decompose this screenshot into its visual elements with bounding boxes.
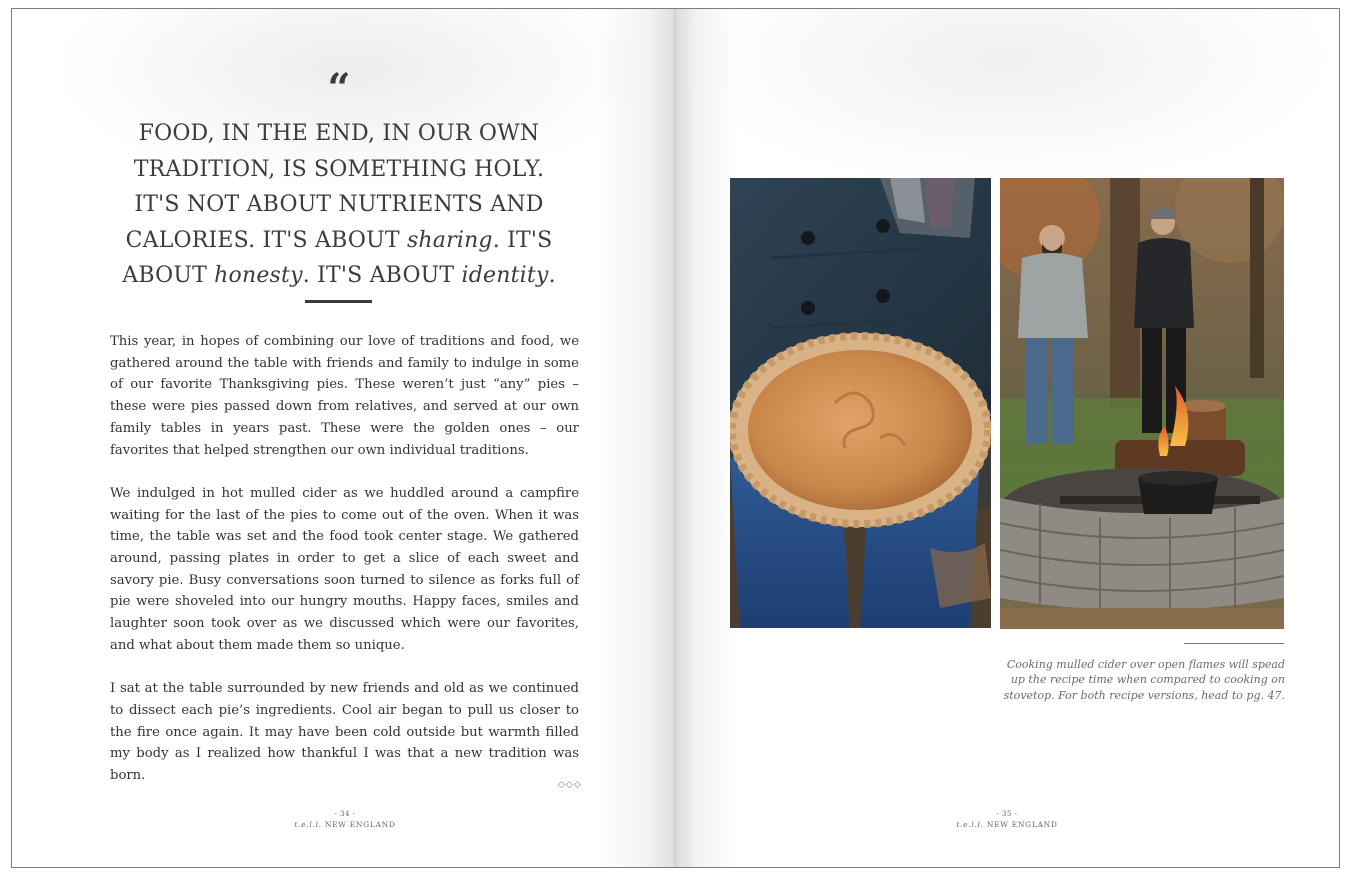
article-paragraph: We indulged in hot mulled cider as we huddled around a campfire waiting for the last of the pies to come out of the oven. When it was time, the table was set and the food took center stage. We gathered around, passing plates in order to get a slice of each sweet and savory pie. Busy conversations soon turned to silence as forks full of pie were shoveled into our hungry mouths. Happy faces, smiles and laughter soon took over as we discussed which were our favorites, and what about them made them so unique. (110, 485, 579, 653)
magazine-name (245, 819, 445, 830)
article-body (110, 331, 579, 808)
folio-left (245, 809, 445, 830)
pull-quote-text: . IT'S (492, 227, 553, 253)
left-page (12, 9, 676, 867)
pull-quote-line: IT'S NOT ABOUT NUTRIENTS AND (134, 192, 544, 217)
magazine-name (907, 819, 1107, 830)
photo-caption: Cooking mulled cider over open flames will spead up the recipe time when compared to cooking on stovetop. For both recipe versions, head to pg. 47. (1003, 658, 1285, 702)
campfire-photo (1000, 178, 1284, 629)
magazine-brand-rest: NEW ENGLAND (321, 820, 396, 829)
magazine-spread (11, 8, 1340, 868)
pull-quote-line (120, 223, 558, 259)
pull-quote-line (120, 258, 558, 294)
campfire-illustration (1000, 178, 1284, 629)
pumpkin-pie-photo (730, 178, 991, 628)
pull-quote-text: . IT'S ABOUT (302, 263, 462, 288)
pull-quote-text: . (548, 263, 556, 288)
pull-quote-text: CALORIES. IT'S ABOUT (125, 227, 407, 253)
quote-mark-icon: “ (327, 65, 351, 112)
quote-divider (305, 300, 372, 303)
pull-quote-emphasis: honesty (214, 263, 303, 288)
pumpkin-pie-illustration (730, 178, 991, 628)
pull-quote-text: ABOUT (122, 263, 215, 288)
pull-quote (120, 116, 558, 294)
page-number: - 35 - (996, 810, 1018, 818)
article-paragraph: I sat at the table surrounded by new friends and old as we continued to dissect each pie’s ingredients. Cool air began to pull us closer to the fire once again. It may have been cold outside but warmth filled my body as I realized how thankful I was that a new tradition was born. (110, 681, 579, 784)
article-paragraph: This year, in hopes of combining our love of traditions and food, we gathered around the table with friends and family to indulge in some of our favorite Thanksgiving pies. These weren’t just “any” pies – these were pies passed down from relatives, and served at our own family tables in years past. These were the golden ones – our favorites that helped strengthen our own individual traditions. (110, 334, 579, 458)
page-number: - 34 - (334, 810, 356, 818)
pull-quote-emphasis: identity (461, 263, 549, 288)
magazine-brand-rest: NEW ENGLAND (983, 820, 1058, 829)
magazine-brand-italic: t.e.l.l. (294, 820, 322, 829)
folio-right (907, 809, 1107, 830)
magazine-brand-italic: t.e.l.l. (956, 820, 984, 829)
caption-divider (1184, 643, 1284, 644)
pull-quote-line: TRADITION, IS SOMETHING HOLY. (133, 156, 545, 182)
pull-quote-emphasis: sharing (406, 227, 493, 253)
pull-quote-line: FOOD, IN THE END, IN OUR OWN (138, 121, 540, 146)
end-mark-icon: ◇◇◇ (558, 780, 582, 790)
